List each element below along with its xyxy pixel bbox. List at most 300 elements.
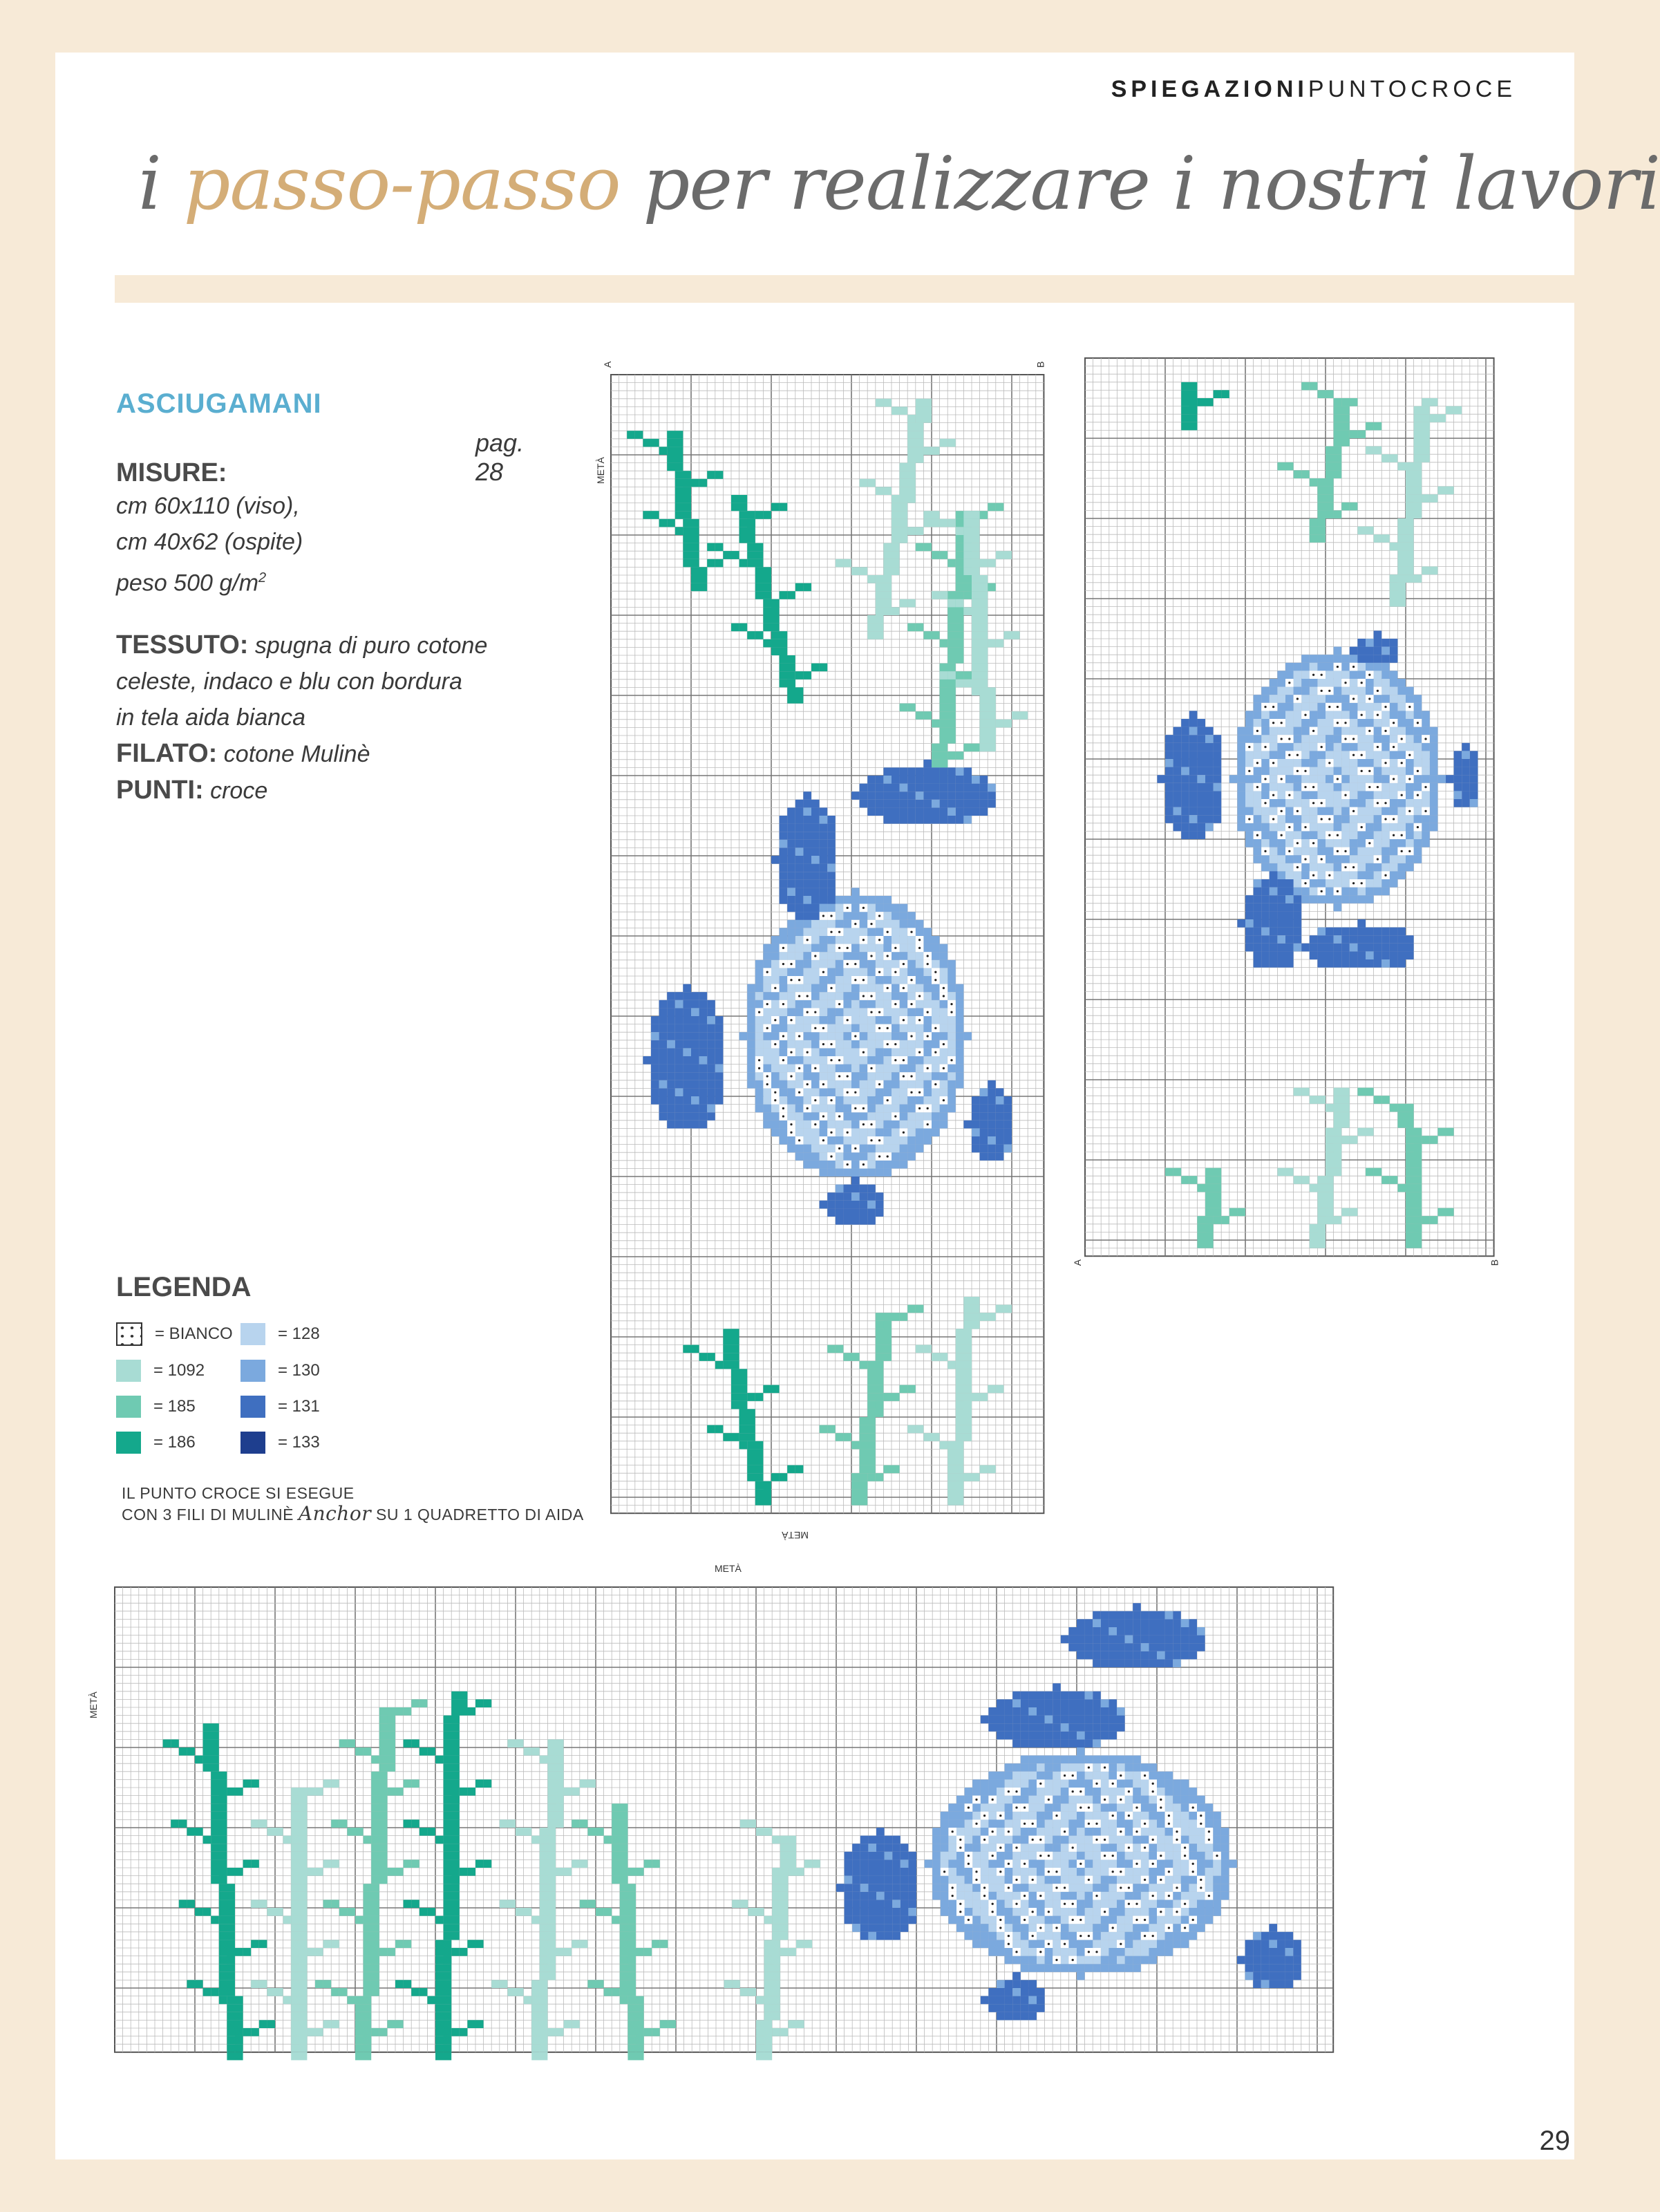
stitch: [867, 1152, 876, 1161]
stitch: [900, 952, 908, 960]
stitch: [652, 1859, 660, 1868]
stitch: [860, 1868, 869, 1876]
stitch: [827, 847, 836, 856]
stitch: [1390, 599, 1406, 607]
stitch: [1205, 807, 1214, 816]
stitch: [1197, 1836, 1205, 1844]
stitch: [1317, 510, 1333, 518]
stitch: [907, 807, 916, 816]
stitch: [836, 1065, 844, 1073]
stitch: [444, 1819, 460, 1828]
stitch-dot: [1321, 890, 1323, 892]
stitch: [444, 1859, 460, 1868]
stitch: [1254, 719, 1262, 727]
stitch: [1317, 775, 1326, 783]
stitch: [940, 976, 948, 984]
stitch: [780, 664, 795, 672]
stitch-dot: [854, 1107, 856, 1109]
stitch: [1397, 839, 1406, 847]
stitch: [940, 944, 948, 953]
stitch: [1214, 791, 1222, 799]
stitch: [845, 1892, 853, 1900]
stitch: [867, 1385, 883, 1394]
stitch: [1165, 1884, 1173, 1892]
stitch: [1381, 823, 1390, 832]
stitch: [1357, 935, 1366, 944]
stitch: [947, 1449, 963, 1457]
stitch: [1085, 1892, 1093, 1900]
stitch: [1173, 727, 1182, 735]
stitch: [965, 1924, 973, 1932]
stitch: [1101, 1964, 1109, 1972]
stitch: [916, 1072, 924, 1080]
stitch: [947, 439, 956, 447]
stitch: [379, 1707, 395, 1716]
stitch: [836, 1433, 844, 1441]
stitch: [932, 1353, 940, 1361]
stitch: [980, 1096, 988, 1105]
stitch: [981, 1908, 989, 1916]
stitch-dot: [1095, 1895, 1097, 1897]
stitch: [219, 1892, 235, 1900]
stitch: [981, 1916, 989, 1924]
stitch: [956, 1048, 964, 1056]
stitch: [1422, 719, 1430, 727]
stitch: [787, 1105, 795, 1113]
stitch: [652, 2028, 660, 2036]
stitch: [427, 1908, 435, 1916]
stitch: [1261, 888, 1270, 896]
stitch: [972, 1844, 981, 1852]
stitch: [755, 1024, 764, 1033]
stitch: [1005, 1892, 1013, 1900]
stitch: [860, 1876, 869, 1884]
stitch: [683, 1096, 691, 1105]
stitch: [1277, 791, 1285, 799]
stitch: [997, 1819, 1005, 1828]
stitch: [860, 1088, 868, 1096]
stitch: [1125, 1859, 1133, 1868]
stitch: [885, 1844, 893, 1852]
stitch: [923, 784, 932, 792]
stitch: [972, 567, 980, 575]
stitch: [1197, 1240, 1213, 1248]
stitch: [787, 888, 795, 896]
stitch: [907, 1096, 916, 1105]
stitch-dot: [1281, 834, 1283, 836]
stitch: [683, 1016, 691, 1024]
stitch: [1093, 1659, 1101, 1667]
stitch: [1357, 944, 1366, 952]
stitch-dot: [1072, 1919, 1074, 1921]
stitch: [444, 1932, 460, 1940]
stitch: [531, 1980, 547, 1988]
stitch: [1061, 1723, 1069, 1732]
stitch: [1085, 1756, 1093, 1764]
stitch: [1341, 711, 1350, 719]
stitch: [900, 1080, 908, 1089]
stitch: [892, 1121, 900, 1129]
stitch: [1093, 1812, 1101, 1820]
stitch: [867, 1201, 876, 1209]
stitch: [715, 1096, 724, 1105]
stitch: [1061, 1635, 1069, 1644]
stitch-dot: [975, 1823, 977, 1825]
stitch: [451, 1796, 460, 1804]
stitch: [739, 624, 748, 632]
stitch: [1005, 1716, 1013, 1724]
stitch: [851, 1473, 867, 1481]
stitch: [195, 1908, 203, 1916]
stitch-dot: [1104, 1839, 1106, 1841]
stitch: [1277, 839, 1285, 847]
stitch: [1422, 799, 1430, 807]
stitch: [771, 968, 780, 976]
stitch: [1310, 815, 1318, 823]
stitch: [540, 1900, 556, 1908]
stitch-dot: [1401, 850, 1403, 852]
stitch-dot: [1264, 850, 1266, 852]
stitch: [827, 880, 836, 888]
stitch: [1326, 1152, 1341, 1160]
stitch: [851, 1016, 860, 1024]
stitch: [1237, 823, 1245, 832]
stitch: [683, 535, 699, 543]
stitch: [1381, 767, 1390, 776]
stitch: [811, 664, 820, 672]
stitch: [1165, 1828, 1173, 1836]
fabric-line-2: celeste, indaco e blu con bordura: [116, 668, 462, 695]
chart-grid: [611, 375, 1044, 1513]
stitch: [484, 1859, 492, 1868]
stitch: [988, 1128, 996, 1136]
stitch: [1061, 1964, 1069, 1972]
stitch: [1117, 1844, 1125, 1852]
stitch: [868, 1932, 876, 1940]
stitch: [1205, 823, 1214, 832]
stitch: [187, 1900, 195, 1908]
stitch: [1028, 1868, 1037, 1876]
stitch: [1141, 1643, 1149, 1651]
stitch: [540, 1932, 556, 1940]
stitch: [219, 1916, 235, 1924]
stitch: [1061, 1956, 1069, 1965]
stitch: [972, 591, 988, 599]
stitch: [892, 960, 900, 968]
stitch: [1277, 727, 1285, 735]
stitch: [883, 920, 892, 928]
stitch: [988, 1788, 997, 1796]
stitch-dot: [1008, 1935, 1010, 1937]
stitch: [1430, 823, 1438, 832]
stitch: [1045, 1716, 1053, 1724]
stitch-dot: [1112, 1815, 1114, 1817]
stitch: [1285, 831, 1294, 839]
stitch: [1173, 791, 1182, 799]
stitch: [1012, 1940, 1021, 1948]
stitch: [667, 1048, 675, 1056]
stitch: [1366, 944, 1374, 952]
stitch: [932, 1828, 941, 1836]
stitch: [444, 1732, 460, 1740]
stitch: [580, 1779, 588, 1788]
stitch: [1157, 775, 1165, 783]
stitch: [1374, 775, 1382, 783]
stitch: [1101, 1732, 1109, 1740]
stitch: [1294, 735, 1302, 743]
stitch: [1245, 944, 1254, 952]
stitch: [1189, 727, 1198, 735]
stitch: [683, 551, 699, 559]
stitch: [956, 1433, 972, 1441]
stitch: [1317, 879, 1326, 888]
stitch: [1214, 1216, 1222, 1224]
stitch: [843, 1168, 851, 1177]
stitch: [1197, 1916, 1205, 1924]
stitch: [1374, 935, 1382, 944]
stitch: [932, 816, 940, 824]
stitch: [1165, 1803, 1173, 1812]
stitch: [932, 519, 940, 527]
stitch-dot: [1152, 1839, 1154, 1841]
stitch-dot: [847, 1132, 849, 1134]
stitch: [972, 1924, 981, 1932]
stitch: [988, 559, 996, 568]
stitch: [972, 1779, 981, 1788]
stitch: [1294, 679, 1302, 687]
stitch: [1189, 807, 1198, 816]
stitch: [1301, 815, 1310, 823]
stitch: [531, 1916, 540, 1924]
stitch: [852, 1884, 860, 1892]
stitch: [179, 1747, 187, 1756]
stitch: [1414, 751, 1422, 759]
stitch: [876, 1345, 892, 1353]
stitch: [1454, 783, 1462, 791]
page-title: i passo-passo per realizzare i nostri lavori: [138, 141, 1660, 226]
stitch: [1133, 1819, 1141, 1828]
stitch: [1261, 863, 1270, 872]
stitch: [795, 960, 804, 968]
stitch: [820, 1000, 828, 1009]
stitch: [723, 551, 731, 559]
stitch: [956, 1329, 972, 1337]
stitch: [811, 800, 820, 808]
stitch-dot: [1112, 1871, 1114, 1873]
stitch: [699, 479, 708, 487]
stitch: [1310, 711, 1318, 719]
stitch: [1197, 831, 1205, 839]
stitch: [1334, 687, 1342, 695]
stitch: [772, 1892, 788, 1900]
stitch: [1414, 807, 1422, 816]
stitch: [907, 1008, 916, 1016]
stitch: [843, 1353, 851, 1361]
stitch-dot: [766, 1027, 768, 1029]
stitch: [1350, 928, 1358, 936]
stitch: [892, 928, 900, 936]
stitch: [1301, 679, 1310, 687]
stitch: [1374, 807, 1382, 816]
stitch: [1068, 1812, 1077, 1820]
stitch: [1149, 1643, 1157, 1651]
stitch: [1197, 1892, 1205, 1900]
stitch: [892, 912, 900, 920]
stitch: [419, 1699, 428, 1707]
stitch: [1061, 1779, 1069, 1788]
stitch: [1189, 1908, 1197, 1916]
stitch: [997, 1892, 1005, 1900]
stitch: [1028, 1956, 1037, 1965]
stitch: [667, 431, 683, 439]
stitch: [1117, 1852, 1125, 1860]
stitch: [740, 1900, 748, 1908]
stitch: [1181, 791, 1189, 799]
stitch: [820, 984, 828, 993]
stitch: [1390, 639, 1398, 647]
stitch: [1085, 1723, 1093, 1732]
stitch: [972, 791, 980, 800]
stitch: [916, 1128, 924, 1136]
stitch: [1028, 1844, 1037, 1852]
stitch: [876, 1088, 884, 1096]
stitch: [1085, 1627, 1093, 1635]
stitch: [1157, 1924, 1165, 1932]
stitch: [1285, 687, 1294, 695]
stitch: [907, 936, 916, 944]
stitch: [1061, 1739, 1069, 1747]
stitch: [988, 1868, 997, 1876]
stitch: [1414, 1144, 1422, 1152]
stitch: [1205, 1916, 1214, 1924]
stitch: [820, 896, 828, 904]
stitch: [516, 1988, 524, 1996]
stitch: [780, 1072, 788, 1080]
stitch: [1093, 1763, 1101, 1772]
stitch: [1093, 1716, 1101, 1724]
stitch: [795, 1096, 804, 1105]
stitch-dot: [1039, 1927, 1041, 1929]
stitch-dot: [1312, 730, 1314, 732]
stitch: [1374, 959, 1382, 968]
stitch: [1045, 1948, 1053, 1956]
stitch: [1093, 1884, 1101, 1892]
stitch: [1301, 1176, 1310, 1184]
stitch: [827, 1088, 836, 1096]
stitch-dot: [1368, 842, 1370, 844]
stitch: [885, 1868, 893, 1876]
stitch: [1141, 1884, 1149, 1892]
stitch-dot: [830, 1132, 832, 1134]
stitch: [940, 767, 948, 776]
stitch: [845, 1916, 853, 1924]
stitch-dot: [814, 1027, 816, 1029]
stitch: [1381, 751, 1390, 759]
stitch: [876, 992, 884, 1000]
stitch: [1350, 831, 1358, 839]
stitch: [1406, 470, 1422, 478]
stitch: [836, 1105, 844, 1113]
stitch: [1068, 1892, 1077, 1900]
stitch: [1157, 1611, 1165, 1620]
stitch: [1005, 1812, 1013, 1820]
stitch: [940, 816, 948, 824]
stitch: [845, 1859, 853, 1868]
stitch: [795, 944, 804, 953]
stitch: [1045, 1916, 1053, 1924]
stitch: [1037, 1908, 1045, 1916]
stitch: [940, 720, 956, 728]
stitch: [851, 952, 860, 960]
stitch: [1077, 1924, 1085, 1932]
stitch: [1285, 743, 1294, 751]
stitch-dot: [814, 1067, 816, 1069]
stitch: [867, 1048, 876, 1056]
stitch: [956, 599, 964, 608]
stitch: [772, 1924, 788, 1932]
stitch: [763, 1056, 771, 1065]
stitch: [851, 1024, 860, 1033]
stitch: [755, 984, 764, 993]
stitch: [947, 751, 956, 760]
stitch: [940, 1121, 948, 1129]
stitch: [739, 1417, 755, 1425]
stitch: [811, 992, 820, 1000]
stitch: [572, 1859, 580, 1868]
stitch: [1157, 1779, 1165, 1788]
stitch: [1085, 1635, 1093, 1644]
stitch: [1165, 783, 1173, 791]
stitch: [227, 2020, 243, 2028]
stitch: [1294, 1088, 1302, 1096]
stitch: [883, 960, 892, 968]
stitch: [771, 1032, 780, 1040]
stitch: [916, 1032, 924, 1040]
stitch-dot: [854, 1035, 856, 1037]
stitch: [1037, 1900, 1045, 1908]
stitch: [947, 1032, 956, 1040]
stitch-dot: [807, 939, 809, 941]
stitch: [883, 1145, 892, 1153]
stitch: [699, 1008, 708, 1016]
legend: [116, 1272, 475, 1454]
stitch: [900, 791, 908, 800]
stitch: [267, 1988, 275, 1996]
stitch: [1357, 1088, 1366, 1096]
stitch: [900, 1145, 908, 1153]
stitch: [379, 1763, 395, 1772]
stitch: [1068, 1716, 1077, 1724]
stitch: [820, 1168, 828, 1177]
stitch: [1173, 1619, 1181, 1627]
stitch: [827, 1192, 836, 1201]
stitch-dot: [1120, 1886, 1122, 1888]
stitch: [1037, 1763, 1045, 1772]
stitch: [1109, 1756, 1117, 1764]
stitch: [827, 968, 836, 976]
stitch: [1237, 727, 1245, 735]
stitch: [1397, 687, 1406, 695]
stitch: [331, 1779, 339, 1788]
stitch: [811, 1112, 820, 1121]
stitch: [1085, 1940, 1093, 1948]
stitch: [1414, 438, 1430, 447]
fabric-line-3: in tela aida bianca: [116, 704, 306, 731]
stitch: [803, 872, 811, 880]
stitch: [1406, 478, 1422, 487]
stitch: [1012, 1772, 1021, 1780]
stitch: [291, 1788, 307, 1796]
